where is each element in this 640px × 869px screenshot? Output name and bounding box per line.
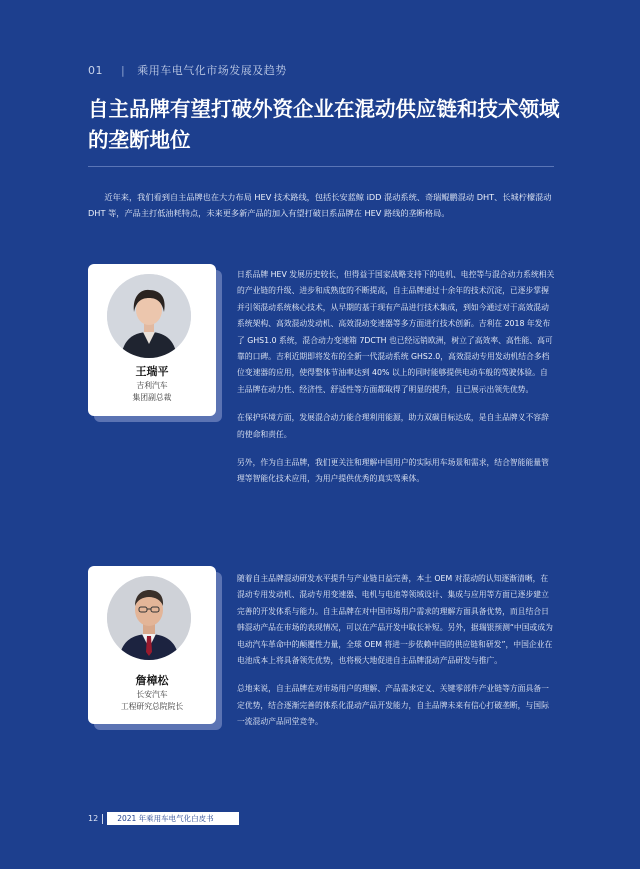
page-title: 自主品牌有望打破外资企业在混动供应链和技术领域的垄断地位	[88, 97, 560, 152]
intro-paragraph: 近年来，我们看到自主品牌也在大力布局 HEV 技术路线，包括长安蓝鲸 iDD 混动系统、奇瑞鲲鹏混动 DHT、长城柠檬混动 DHT 等，产品主打低油耗特点，未来更多新产品的加入有望打破日系品牌在 HEV 路线的垄断格局。	[88, 192, 552, 218]
paragraph: 总地来说，自主品牌在对市场用户的理解、产品需求定义、关键零部件产业链等方面具备一定优势，结合逐渐完善的体系化混动产品开发能力，自主品牌未来有信心打破垄断，与国际一流混动产品同堂竞争。	[237, 684, 549, 727]
profile-text-zhan	[237, 571, 555, 743]
profile-affiliation	[88, 689, 216, 713]
footer-separator	[102, 814, 103, 824]
profile-affiliation	[88, 380, 216, 404]
title-divider	[88, 166, 554, 167]
avatar	[107, 274, 191, 358]
paragraph: 另外，作为自主品牌，我们更关注和理解中国用户的实际用车场景和需求，结合智能能量管理等智能化技术应用，为用户提供优秀的真实驾乘体。	[237, 458, 549, 484]
profile-text-wang	[237, 267, 555, 500]
profile-company: 吉利汽车	[136, 381, 168, 390]
profile-card-wang	[88, 264, 216, 416]
section-number: 01	[88, 64, 103, 77]
avatar	[107, 576, 191, 660]
section-separator: |	[121, 64, 126, 77]
profile-role: 工程研究总院院长	[120, 702, 184, 711]
page-footer	[88, 812, 239, 825]
profile-role: 集团副总裁	[132, 393, 172, 402]
paragraph: 随着自主品牌混动研发水平提升与产业链日益完善，本土 OEM 对混动的认知逐渐清晰，在混动专用发动机、混动专用变速器、电机与电池等领域设计、集成与应用等方面已逐步建立完善的开发体系与能力。自主品牌在对中国市场用户需求的理解方面具备优势，而且结合日韩混动产品在市场的表现情况，可以在产品开发中取长补短。另外，据瑞银预测“中国或成为电动汽车革命中的颠覆性力量，全球 OEM 将进一步依赖中国的供应链和研发”，中国企业在电池成本上将具备领先优势，也将极大地促进自主品牌混动产品研发与推广。	[237, 574, 553, 666]
paragraph: 在保护环境方面，发展混合动力能合理利用能源，助力双碳目标达成，是自主品牌义不容辞的使命和责任。	[237, 413, 549, 439]
section-title: 乘用车电气化市场发展及趋势	[137, 64, 287, 77]
profile-name: 詹樟松	[135, 674, 169, 687]
profile-name: 王瑞平	[135, 365, 169, 378]
page-number: 12	[88, 814, 99, 823]
profile-company: 长安汽车	[136, 690, 168, 699]
section-header	[88, 62, 287, 78]
portrait-woman-icon	[107, 274, 191, 358]
portrait-man-icon	[107, 576, 191, 660]
profile-card-zhan	[88, 566, 216, 724]
publication-title: 2021 年乘用车电气化白皮书	[107, 812, 239, 825]
paragraph: 日系品牌 HEV 发展历史较长，但得益于国家战略支持下的电机、电控等与混合动力系统相关的产业链的升级、进步和成熟度的不断提高，自主品牌通过十余年的技术沉淀，已逐步掌握并引领混动系统核心技术，从早期的基于现有产品进行技术集成，到如今通过对于高效混动系统架构、高效混动发动机、高效混动变速器等多方面进行技术创新。吉利在 2018 年发布了 GHS1.0 系统，混合动力变速箱 7DCTH 也已经远销欧洲，树立了高效率、高性能、高可靠的口碑。吉利近期即将发布的全新一代混动系统 GHS2.0，高效混动专用发动机结合多档位变速器的应用，使得整体节油率达到 40% 以上的同时能够提供电动车般的驾驶体验。自主品牌在动力性、经济性、舒适性等方面都取得了明显的提升，且已展示出领先优势。	[237, 270, 555, 394]
